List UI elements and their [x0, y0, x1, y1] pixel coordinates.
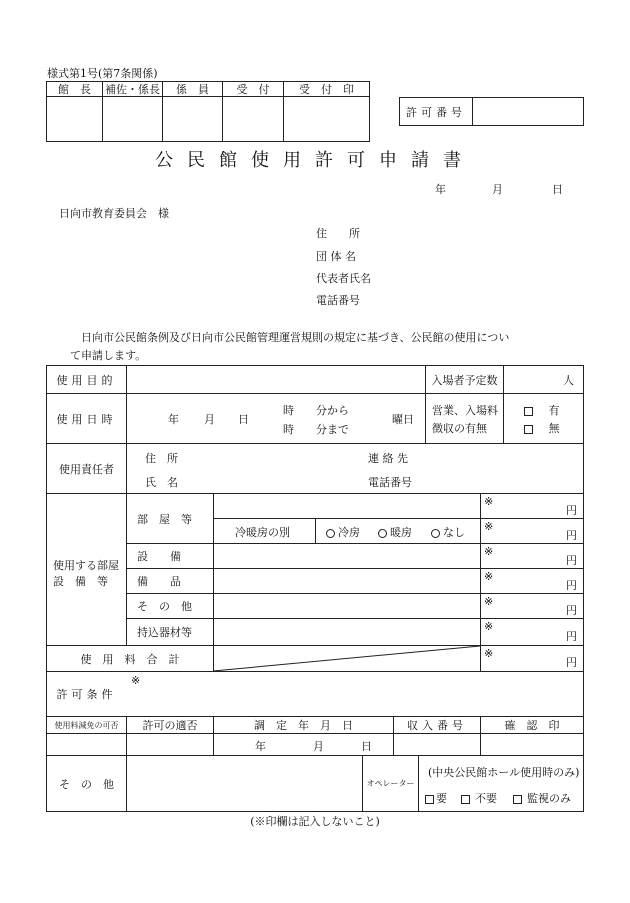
time-to: 時 分まで: [283, 423, 349, 436]
applicant-rep-label: 代表者氏名: [316, 272, 371, 285]
stamp-header-director: 館 長: [58, 83, 91, 96]
purpose-label: 使用目的: [56, 373, 117, 387]
mark-other: ※: [484, 595, 494, 608]
receipt-no-label: 収入番号: [407, 719, 467, 732]
adjust-year: 年: [255, 740, 266, 753]
mark-room-2: ※: [484, 520, 494, 533]
stamp-header-reception: 受 付: [236, 83, 270, 96]
weekday-label: 曜日: [392, 413, 414, 426]
operator-monitor-option[interactable]: 監視のみ: [513, 790, 571, 806]
equipment-label: 設 備: [137, 550, 181, 563]
operator-need-option[interactable]: 要: [425, 790, 447, 806]
radio-heat-icon: [378, 529, 387, 538]
business-label-2: 徴収の有無: [432, 422, 487, 435]
yen-equipment: 円: [566, 554, 577, 567]
yen-other: 円: [566, 604, 577, 617]
facilities-label-1: 使用する部屋: [53, 559, 119, 572]
ac-label: 冷暖房の別: [235, 526, 290, 539]
use-date-month: 月: [204, 413, 215, 426]
resp-name-label: 氏 名: [145, 476, 178, 489]
date-month: 月: [492, 183, 503, 196]
permit-number-label: 許可番号: [406, 105, 466, 119]
yen-carry-in: 円: [566, 630, 577, 643]
confirm-seal-label: 確 認 印: [504, 719, 560, 732]
ac-heat-option[interactable]: 暖房: [378, 524, 412, 540]
date-day: 日: [552, 183, 563, 196]
operator-noneed-option[interactable]: 不要: [461, 790, 497, 806]
option-yes[interactable]: 有: [524, 402, 560, 418]
yen-room-2: 円: [566, 529, 577, 542]
reduction-label: 使用料減免の可否: [54, 720, 119, 730]
datetime-label: 使用日時: [56, 412, 117, 426]
checkbox-monitor-icon: [513, 795, 522, 804]
mark-room-1: ※: [484, 495, 494, 508]
facilities-label-2: 設 備 等: [53, 575, 108, 588]
ac-none-option[interactable]: なし: [431, 524, 465, 540]
checkbox-yes-icon: [524, 407, 533, 416]
adjust-date-label: 調 定 年 月 日: [254, 719, 353, 732]
operator-label: オペレーター: [366, 779, 415, 788]
conditions-label: 許可条件: [56, 688, 117, 701]
conditions-mark: ※: [131, 674, 141, 687]
statement-line-1: 日向市公民館条例及び日向市公民館管理運営規則の規定に基づき、公民館の使用につい: [81, 331, 510, 344]
mark-fee-total: ※: [484, 647, 494, 660]
checkbox-need-icon: [425, 795, 434, 804]
other-facility-label: そ の 他: [137, 600, 192, 613]
applicant-org-label: 団 体 名: [316, 250, 356, 263]
adjust-day: 日: [361, 740, 372, 753]
addressee: 日向市教育委員会 様: [59, 207, 169, 220]
yen-supplies: 円: [566, 579, 577, 592]
use-date-year: 年: [168, 413, 179, 426]
date-year: 年: [435, 183, 446, 196]
resp-phone-label: 電話番号: [368, 476, 412, 489]
carry-in-label: 持込器材等: [137, 626, 192, 639]
mark-supplies: ※: [484, 570, 494, 583]
checkbox-no-icon: [524, 425, 533, 434]
stamp-header-reception-seal: 受 付 印: [299, 83, 354, 96]
room-label: 部 屋 等: [137, 512, 192, 526]
yen-fee-total: 円: [566, 656, 577, 669]
fee-diagonal: [213, 645, 481, 672]
mark-equipment: ※: [484, 545, 494, 558]
supplies-label: 備 品: [137, 575, 181, 588]
permit-number-field[interactable]: [473, 98, 583, 125]
statement-line-2: て申請します。: [70, 349, 147, 362]
resp-address-label: 住 所: [145, 452, 178, 465]
other-bottom-label: そ の 他: [59, 777, 114, 791]
page-title: 公民館使用許可申請書: [155, 150, 475, 171]
mark-carry-in: ※: [484, 620, 494, 633]
applicant-phone-label: 電話番号: [316, 294, 360, 307]
applicant-address-label: 住 所: [316, 227, 360, 240]
adjust-month: 月: [313, 740, 324, 753]
footnote: (※印欄は記入しないこと): [250, 815, 380, 828]
fee-total-label: 使 用 料 合 計: [80, 652, 180, 666]
use-date-day: 日: [238, 413, 249, 426]
resp-contact-label: 連 絡 先: [368, 452, 408, 465]
permit-ok-label: 許可の適否: [142, 719, 198, 732]
yen-room-1: 円: [566, 504, 577, 517]
radio-cool-icon: [326, 529, 335, 538]
purpose-field[interactable]: [127, 366, 425, 393]
responsible-label: 使用責任者: [59, 462, 114, 476]
attendees-unit: 人: [563, 373, 574, 387]
radio-none-icon: [431, 529, 440, 538]
attendees-label: 入場者予定数: [431, 373, 498, 387]
stamp-header-staff: 係 員: [176, 83, 209, 96]
time-from: 時 分から: [283, 404, 349, 417]
ac-cool-option[interactable]: 冷房: [326, 524, 360, 540]
stamp-header-assistant: 補佐・係長: [105, 83, 160, 96]
form-number: 様式第1号(第7条関係): [47, 67, 158, 80]
hall-note: (中央公民館ホール使用時のみ): [428, 766, 580, 779]
option-no[interactable]: 無: [524, 420, 560, 436]
checkbox-noneed-icon: [461, 795, 470, 804]
business-label-1: 営業、入場料: [432, 404, 498, 417]
